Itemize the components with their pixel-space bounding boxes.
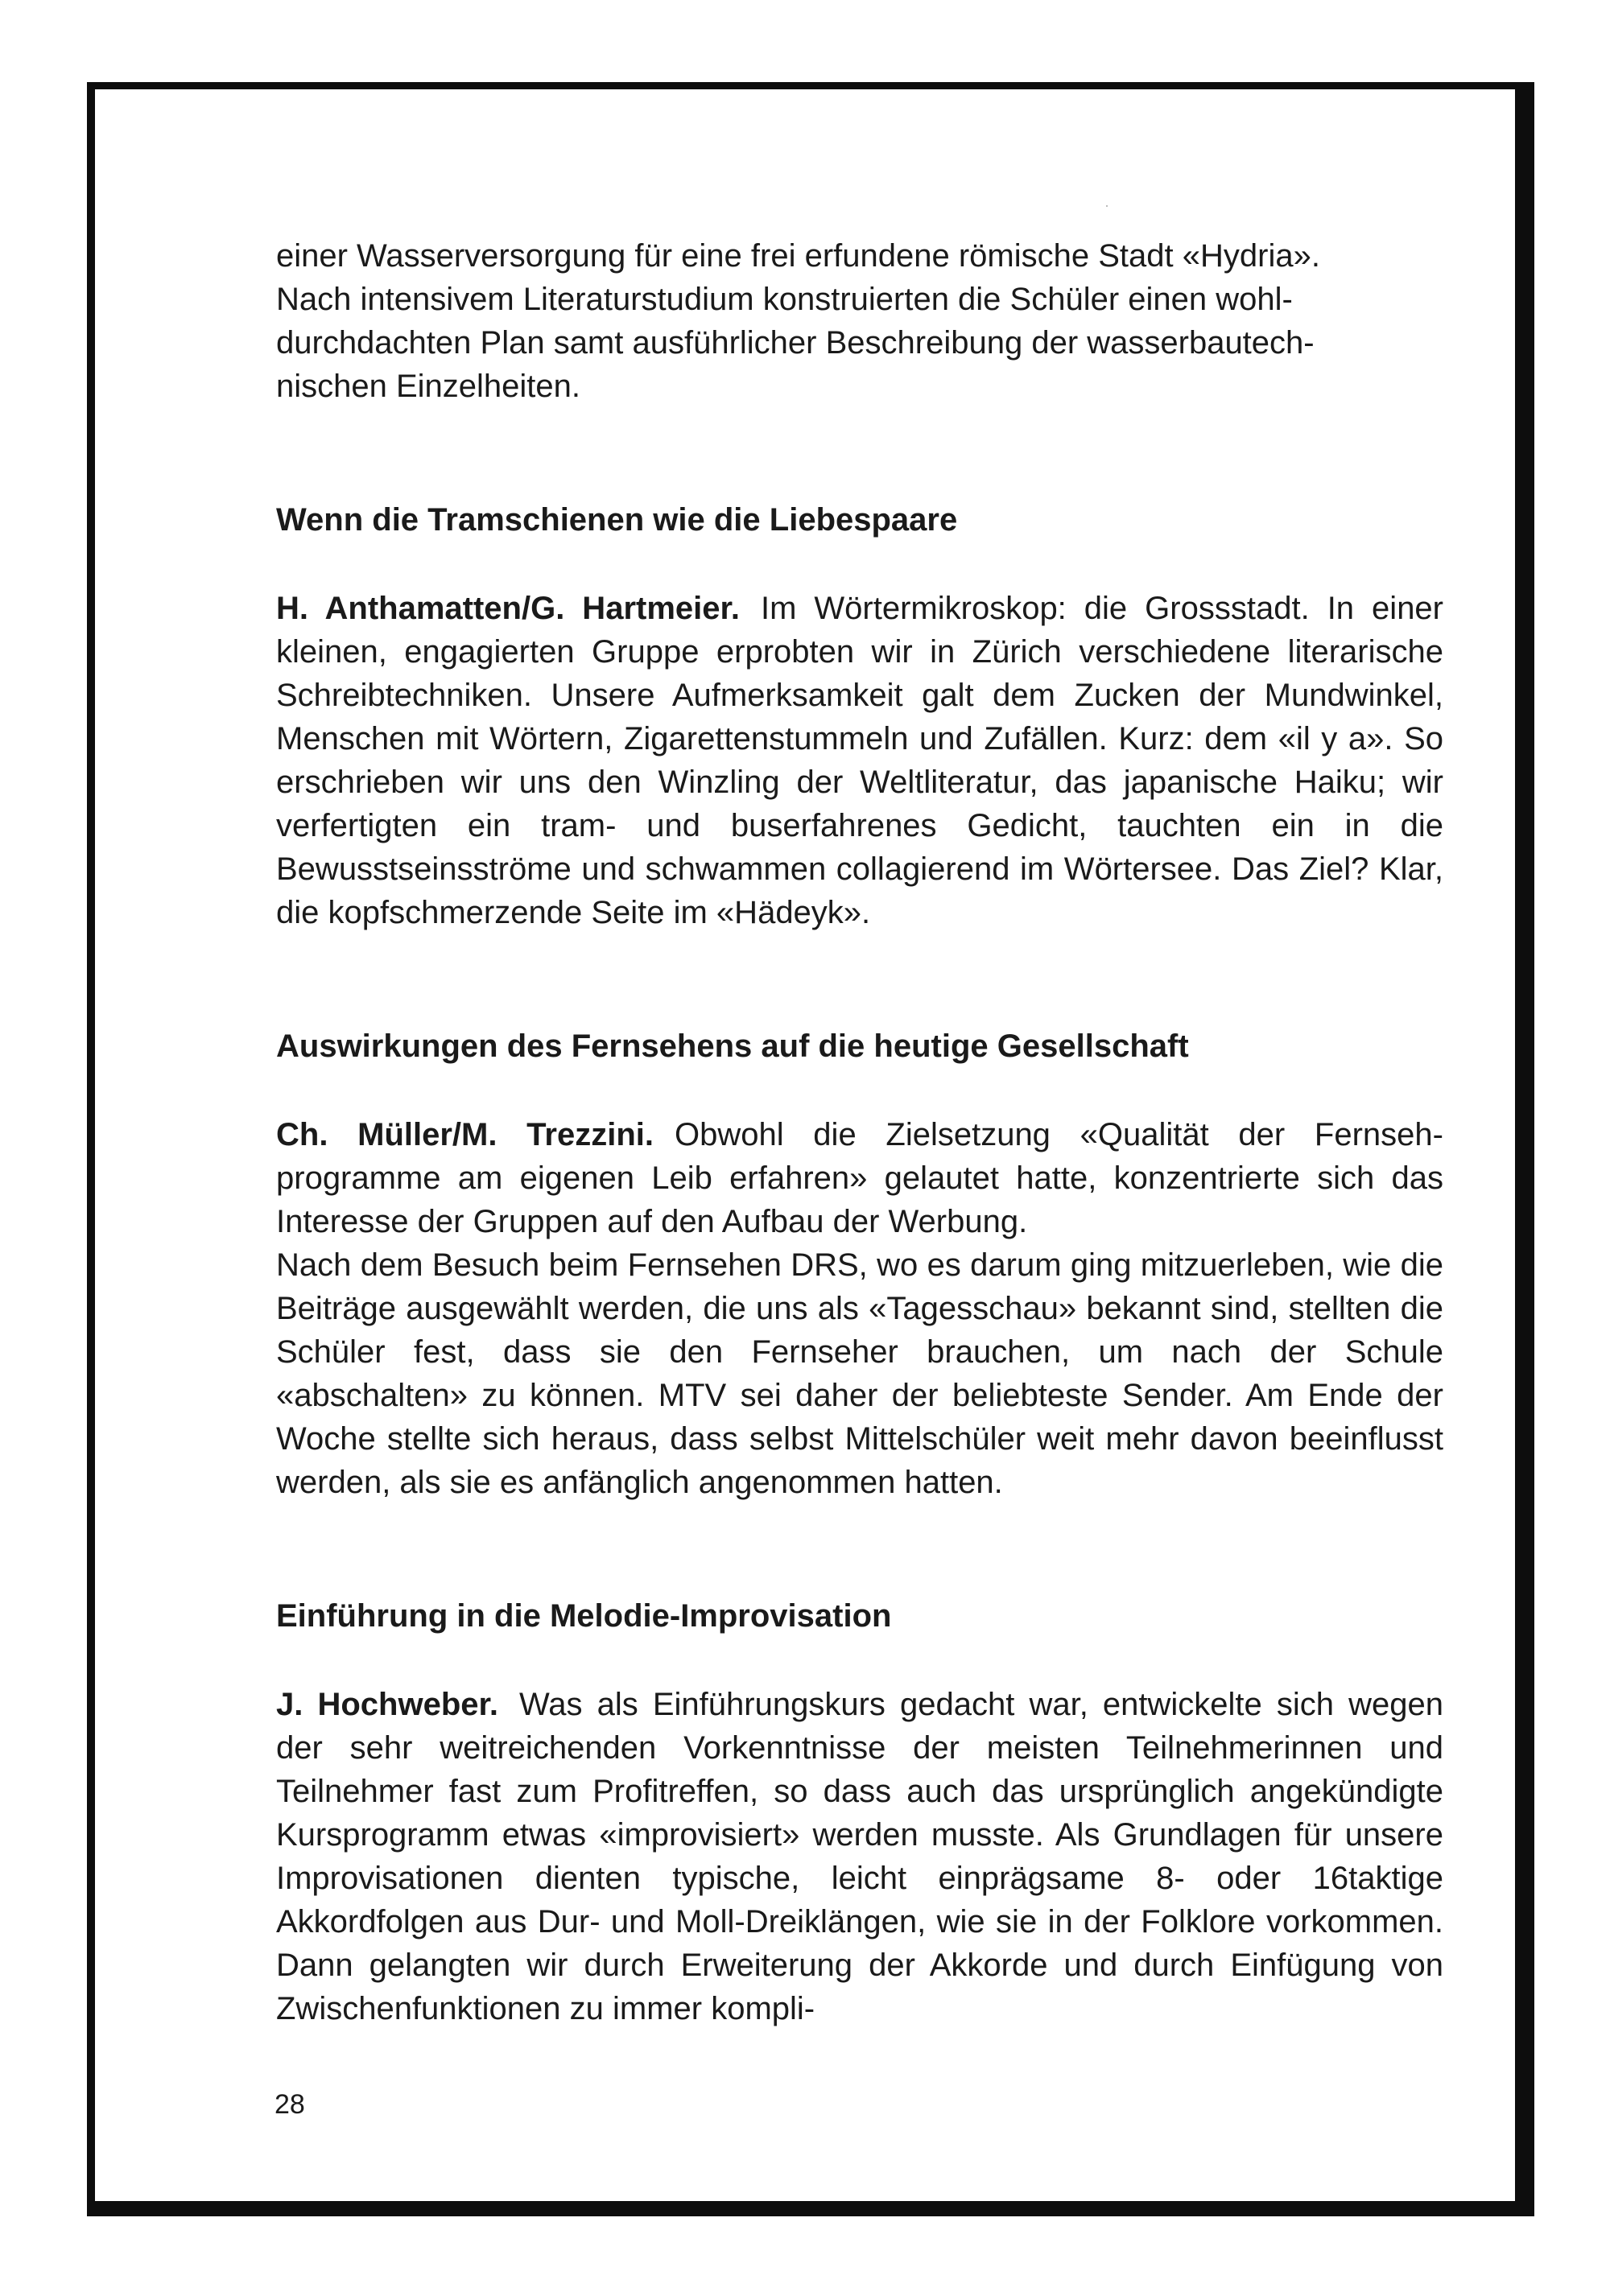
scan-border bbox=[87, 82, 1534, 2216]
section-text: Obwohl die Zielsetzung «Qualität der Fernsehprogramme am eigenen Leib erfahren» gelautet hatte, konzentrierte sich das Interesse der Gruppen auf den Aufbau der Werbung. bbox=[276, 1117, 1443, 1239]
section-author: H. Anthamatten/G. Hartmeier. bbox=[276, 591, 740, 626]
section-heading-melodie: Einführung in die Melodie-Improvisation bbox=[276, 1598, 892, 1634]
section-author: Ch. Müller/M. Trezzini. bbox=[276, 1117, 654, 1152]
section-text: Was als Einführungskurs gedacht war, entwickelte sich wegen der sehr weitreichenden Vorkenntnisse der meisten Teilnehmerinnen und Teilnehmer fast zum Profitreffen, so dass auch das ursprünglich angekündigte Kursprogramm etwas «improvisiert» werden musste. Als Grundlagen für unsere Improvisationen dienten typische, leicht einprägsame 8- oder 16taktige Akkordfolgen aus Dur- und Moll-Dreiklängen, wie sie in der Folklore vorkommen. Dann gelangten wir durch Erweiterung der Akkorde und durch Einfügung von Zwischenfunktionen zu immer kompli- bbox=[276, 1687, 1444, 2026]
section-text: Nach dem Besuch beim Fernsehen DRS, wo es darum ging mitzuerleben, wie die Beiträge ausgewählt werden, die uns als «Tagesschau» bekannt sind, stellten die Schüler fest, dass sie den Fernseher brauchen, um nach der Schule «abschalten» zu können. MTV sei daher der beliebteste Sender. Am Ende der Woche stellte sich heraus, dass selbst Mittelschüler weit mehr davon beeinflusst werden, als sie es anfänglich angenommen hatten. bbox=[276, 1247, 1443, 1500]
intro-paragraph bbox=[276, 234, 1443, 408]
intro-line: nischen Einzelheiten. bbox=[276, 369, 581, 404]
document-page bbox=[95, 89, 1515, 2201]
section-body-fernsehen-2 bbox=[276, 1243, 1443, 1504]
section-heading-fernsehen: Auswirkungen des Fernsehens auf die heutige Gesellschaft bbox=[276, 1028, 1189, 1064]
intro-line: durchdachten Plan samt ausführlicher Beschreibung der wasserbautech- bbox=[276, 325, 1315, 361]
page-number: 28 bbox=[275, 2089, 305, 2120]
intro-line: einer Wasserversorgung für eine frei erfundene römische Stadt «Hydria». bbox=[276, 238, 1320, 274]
section-body-fernsehen bbox=[276, 1113, 1443, 1243]
intro-line: Nach intensivem Literaturstudium konstruierten die Schüler einen wohl- bbox=[276, 282, 1293, 317]
page-content bbox=[276, 234, 1443, 2030]
section-body-tramschienen bbox=[276, 587, 1443, 934]
section-heading-tramschienen: Wenn die Tramschienen wie die Liebespaare bbox=[276, 502, 958, 538]
section-author: J. Hochweber. bbox=[276, 1687, 498, 1722]
scan-speck bbox=[1106, 205, 1108, 207]
section-body-melodie bbox=[276, 1683, 1443, 2030]
section-text: Im Wörtermikroskop: die Grossstadt. In einer kleinen, engagierten Gruppe erprobten wir in Zürich verschiedene literarische Schreibtechniken. Unsere Aufmerksamkeit galt dem Zucken der Mundwinkel, Menschen mit Wörtern, Zigarettenstummeln und Zufällen. Kurz: dem «il y a». So erschrieben wir uns den Winzling der Weltliteratur, das japanische Haiku; wir verfertigten ein tram- und buserfahrenes Gedicht, tauchten ein in die Bewusstseinsströme und schwammen collagierend im Wörtersee. Das Ziel? Klar, die kopfschmerzende Seite im «Hädeyk». bbox=[276, 591, 1444, 930]
